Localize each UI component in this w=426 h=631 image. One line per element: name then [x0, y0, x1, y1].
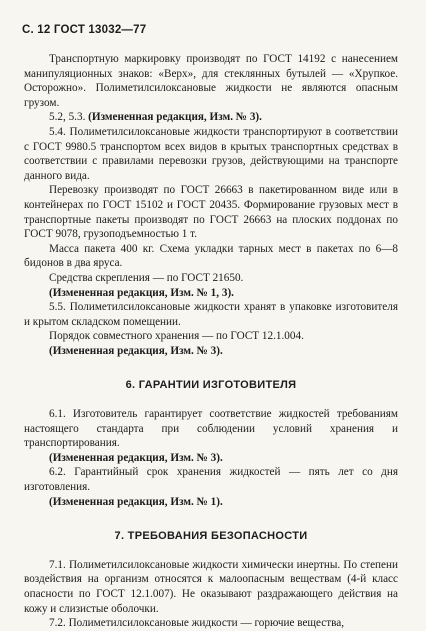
paragraph-pack-mass: Масса пакета 400 кг. Схема укладки тарных мест в пакетах по 6—8 бидонов в два яруса. [24, 242, 398, 270]
document-body [24, 52, 398, 631]
paragraph-marking: Транспортную маркировку производят по ГОСТ 14192 с нанесением манипуляционных знаков: «Верх», для стеклянных бутылей — «Хрупкое. Осторожно». Полиметилсилоксановые жидкости не являются опасным грузом. [24, 53, 398, 109]
paragraph-7-2: 7.2. Полиметилсилоксановые жидкости — горючие вещества, [49, 617, 345, 630]
section-6-title: 6. ГАРАНТИИ ИЗГОТОВИТЕЛЯ [125, 379, 297, 392]
paragraph-6-2: 6.2. Гарантийный срок хранения жидкостей — пять лет со дня изготовления. [24, 466, 398, 494]
page-header: С. 12 ГОСТ 13032—77 [22, 24, 147, 36]
paragraph-storage-order: Порядок совместного хранения — по ГОСТ 12.1.004. [49, 330, 304, 343]
amendment-note: (Измененная редакция, Изм. № 3). [88, 111, 262, 124]
amendment-note: (Измененная редакция, Изм. № 3). [49, 344, 223, 357]
paragraph-transport: Перевозку производят по ГОСТ 26663 в пакетированном виде или в контейнерах по ГОСТ 15102 и ГОСТ 20435. Формирование грузовых мест в транспортные пакеты производят по ГОСТ 26663 на плоских поддонах по ГОСТ 9078, грузоподъемностью 1 т. [24, 184, 398, 241]
paragraph-5-5: 5.5. Полиметилсилоксановые жидкости хранят в упаковке изготовителя и крытом складском помещении. [24, 301, 398, 328]
paragraph-5-2-5-3 [24, 110, 398, 125]
amendment-note: (Измененная редакция, Изм. № 3). [49, 451, 223, 464]
amendment-note: (Измененная редакция, Изм. № 1). [49, 495, 223, 508]
amendment-note: (Измененная редакция, Изм. № 1, 3). [49, 286, 234, 299]
paragraph-7-1: 7.1. Полиметилсилоксановые жидкости химически инертны. По степени воздействия на организм относятся к малоопасным веществам (4-й класс опасности по ГОСТ 12.1.007). Не оказывают раздражающего действия на кожу и слизистые оболочки. [24, 558, 398, 615]
section-7-title: 7. ТРЕБОВАНИЯ БЕЗОПАСНОСТИ [114, 530, 308, 543]
paragraph-5-4: 5.4. Полиметилсилоксановые жидкости транспортируют в соответствии с ГОСТ 9980.5 транспортом всех видов в крытых транспортных средствах в соответствии с правилами перевозки грузов, действующими на транспорте данного вида. [24, 125, 398, 182]
paragraph-6-1: 6.1. Изготовитель гарантирует соответствие жидкостей требованиям настоящего стандарта при соблюдении условий хранения и транспортирования. [24, 408, 398, 450]
clause-number: 5.2, 5.3. [49, 111, 86, 124]
paragraph-fastening: Средства скрепления — по ГОСТ 21650. [49, 271, 244, 284]
